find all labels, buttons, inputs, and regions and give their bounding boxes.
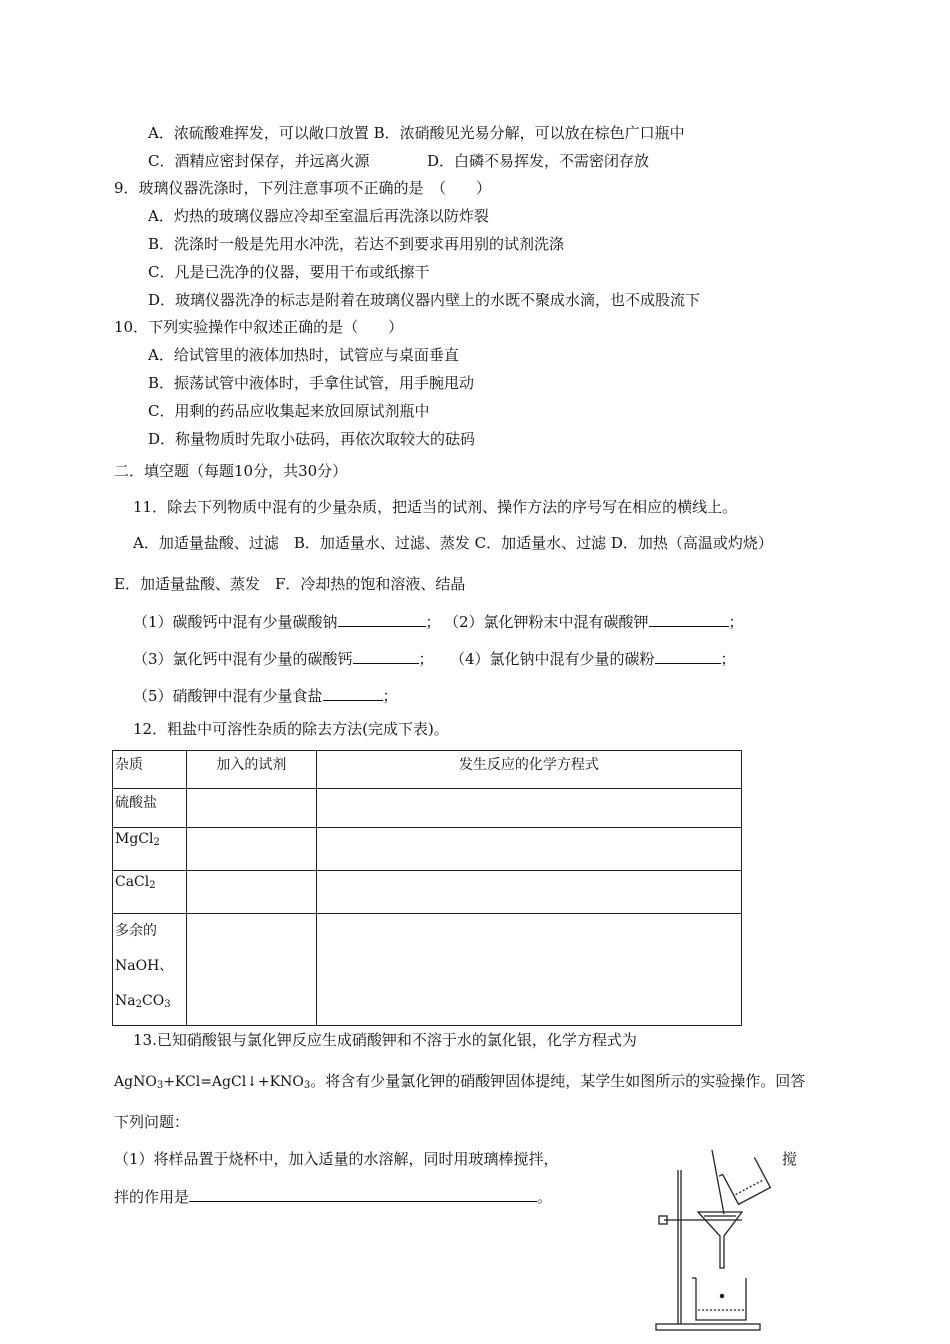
q11-answer-blank-1[interactable]	[338, 610, 426, 627]
table-cell-reagent[interactable]	[186, 914, 316, 1026]
q13-stem: 13.已知硝酸银与氯化钾反应生成硝酸钾和不溶于水的氯化银，化学方程式为	[133, 1031, 637, 1049]
q11-item-3-text: （3）氯化钙中混有少量的碳酸钙	[133, 650, 353, 668]
q11-methods-line1: A．加适量盐酸、过滤 B．加适量水、过滤、蒸发 C．加适量水、过滤 D．加热（高温或灼烧）	[133, 534, 773, 552]
q11-item-3	[133, 647, 434, 669]
q11-item-5-semicolon: ；	[382, 687, 398, 705]
section-heading: 二．填空题（每题10分，共30分）	[114, 462, 348, 480]
q13-part1-prompt: 拌的作用是	[114, 1188, 190, 1206]
stand-base	[656, 1324, 760, 1330]
q11-answer-blank-2[interactable]	[649, 610, 729, 627]
q11-answer-blank-3[interactable]	[353, 647, 419, 664]
q8-option-c: C．酒精应密封保存，并远离火源	[148, 152, 370, 170]
impurity-table	[112, 750, 742, 1026]
table-header-row	[113, 751, 742, 789]
impurity-formula: CO	[141, 993, 165, 1009]
impurity-formula: CaCl	[115, 874, 150, 890]
formula-subscript: 2	[149, 880, 156, 891]
formula-subscript: 3	[164, 999, 171, 1010]
filtration-apparatus-figure	[650, 1150, 775, 1335]
impurity-formula: Na	[115, 993, 136, 1009]
table-cell-equation[interactable]	[316, 871, 741, 914]
q8-option-d: D．白磷不易挥发，不需密闭存放	[427, 152, 650, 170]
table-row	[113, 828, 742, 871]
table-cell-impurity	[113, 914, 187, 1026]
q11-item-2-semicolon: ；	[728, 613, 744, 631]
formula-subscript: 3	[156, 1080, 164, 1091]
q9-option-a: A．灼热的玻璃仪器应冷却至室温后再洗涤以防炸裂	[148, 207, 489, 225]
q11-item-2-text: （2）氯化钾粉末中混有碳酸钾	[444, 613, 649, 631]
q11-item-1-semicolon: ；	[425, 613, 441, 631]
table-cell-impurity	[113, 828, 187, 871]
q11-item-4	[450, 647, 736, 669]
table-cell-impurity: 硫酸盐	[113, 789, 187, 828]
q13-answer-blank[interactable]	[189, 1185, 537, 1202]
table-cell-reagent[interactable]	[186, 828, 316, 871]
formula-subscript: 2	[153, 837, 160, 848]
table-cell-equation[interactable]	[316, 789, 741, 828]
equation-continuation: 。将含有少量氯化钾的硝酸钾固体提纯，某学生如图所示的实验操作。回答	[310, 1072, 806, 1090]
q11-methods-line2: E．加适量盐酸、蒸发 F．冷却热的饱和溶液、结晶	[114, 575, 466, 593]
table-row	[113, 871, 742, 914]
q11-item-4-text: （4）氯化钠中混有少量的碳粉	[450, 650, 655, 668]
q10-stem: 10．下列实验操作中叙述正确的是（ ）	[114, 318, 404, 336]
impurity-formula: MgCl	[115, 831, 154, 847]
formula-subscript: 2	[135, 999, 142, 1010]
table-cell-impurity	[113, 871, 187, 914]
impurity-line: NaOH、	[115, 958, 174, 974]
q13-part1-line2	[114, 1185, 552, 1207]
q13-part1-end: 。	[537, 1188, 553, 1206]
glass-rod	[712, 1150, 724, 1214]
q11-item-1	[133, 610, 441, 632]
table-row	[113, 914, 742, 1026]
q11-item-5	[133, 684, 398, 706]
q12-stem: 12．粗盐中可溶性杂质的除去方法(完成下表)。	[133, 720, 449, 738]
drop	[720, 1294, 723, 1297]
impurity-line: 多余的	[115, 923, 157, 939]
q11-answer-blank-4[interactable]	[655, 647, 721, 664]
q11-item-5-text: （5）硝酸钾中混有少量食盐	[133, 687, 323, 705]
impurity-line	[115, 984, 184, 1022]
table-cell-reagent[interactable]	[186, 871, 316, 914]
table-header-impurity: 杂质	[113, 751, 187, 789]
table-header-reagent: 加入的试剂	[186, 751, 316, 789]
q13-equation-line	[114, 1071, 805, 1096]
q10-option-b: B．振荡试管中液体时，手拿住试管，用手腕甩动	[148, 374, 475, 392]
q13-part1: （1）将样品置于烧杯中，加入适量的水溶解，同时用玻璃棒搅拌，	[114, 1150, 559, 1168]
formula-subscript: 3	[303, 1080, 311, 1091]
q9-option-b: B．洗涤时一般是先用水冲洗，若达不到要求再用别的试剂洗涤	[148, 235, 565, 253]
q11-stem: 11．除去下列物质中混有的少量杂质，把适当的试剂、操作方法的序号写在相应的横线上。	[133, 498, 738, 516]
table-row	[113, 789, 742, 828]
q13-line3: 下列问题：	[114, 1113, 190, 1131]
q9-option-c: C．凡是已洗净的仪器，要用干布或纸擦干	[148, 263, 430, 281]
q11-answer-blank-5[interactable]	[323, 684, 383, 701]
q10-option-d: D．称量物质时先取小砝码，再依次取较大的砝码	[148, 430, 476, 448]
table-header-equation: 发生反应的化学方程式	[316, 751, 741, 789]
q10-option-a: A．给试管里的液体加热时，试管应与桌面垂直	[148, 346, 459, 364]
q9-option-d: D．玻璃仪器洗净的标志是附着在玻璃仪器内壁上的水既不聚成水滴，也不成股流下	[148, 291, 701, 309]
q11-item-3-semicolon: ；	[418, 650, 434, 668]
q9-stem: 9．玻璃仪器洗涤时，下列注意事项不正确的是 （ ）	[114, 179, 492, 197]
equation-part: +KCl=AgCl↓+KNO	[163, 1074, 304, 1090]
q11-item-1-text: （1）碳酸钙中混有少量碳酸钠	[133, 613, 338, 631]
q13-part1-tail: 搅	[782, 1150, 798, 1168]
table-cell-equation[interactable]	[316, 914, 741, 1026]
equation-part: AgNO	[114, 1074, 157, 1090]
table-cell-equation[interactable]	[316, 828, 741, 871]
table-cell-reagent[interactable]	[186, 789, 316, 828]
q11-item-4-semicolon: ；	[720, 650, 736, 668]
q10-option-c: C．用剩的药品应收集起来放回原试剂瓶中	[148, 402, 430, 420]
q11-item-2	[444, 610, 744, 632]
pouring-beaker	[719, 1157, 770, 1206]
receiving-beaker	[696, 1278, 746, 1320]
q8-option-ab: A．浓硫酸难挥发，可以敞口放置 B．浓硝酸见光易分解，可以放在棕色广口瓶中	[148, 124, 685, 142]
